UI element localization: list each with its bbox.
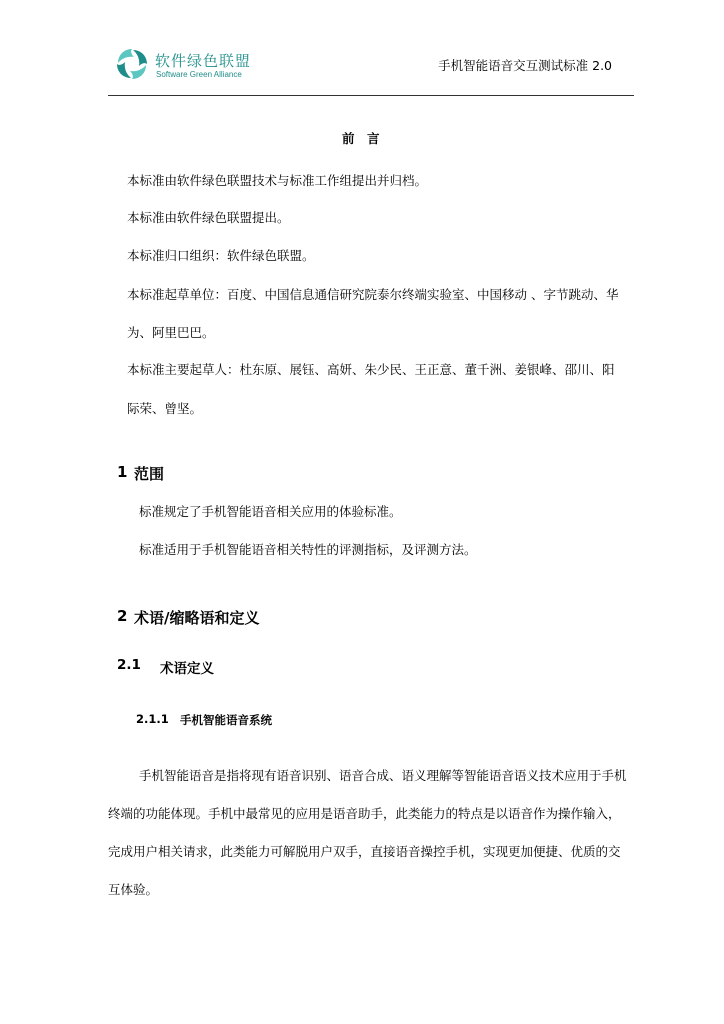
foreword-line: 本标准由软件绿色联盟提出。: [127, 210, 290, 225]
header-divider: [108, 95, 634, 96]
section-2-1-1-title: 手机智能语音系统: [180, 713, 272, 727]
foreword-line: 为、阿里巴巴。: [127, 325, 215, 340]
foreword-line: 本标准主要起草人：杜东原、展钰、高妍、朱少民、王正意、董千洲、姜银峰、邵川、阳: [127, 362, 615, 377]
section-1-number: 1: [117, 463, 128, 481]
logo-chinese-name: 软件绿色联盟: [155, 52, 252, 70]
definition-paragraph-line: 终端的功能体现。手机中最常见的应用是语音助手，此类能力的特点是以语音作为操作输入，: [108, 806, 621, 821]
foreword-line: 际荣、曾坚。: [127, 401, 203, 416]
section-2-1-1-number: 2.1.1: [136, 712, 169, 726]
definition-paragraph-line: 完成用户相关请求，此类能力可解脱用户双手，直接语音操控手机，实现更加便捷、优质的交: [108, 844, 621, 859]
section-2-1-number: 2.1: [117, 657, 141, 673]
section-1-title: 范围: [134, 465, 165, 483]
definition-paragraph-line: 手机智能语音是指将现有语音识别、语音合成、语义理解等智能语音语义技术应用于手机: [139, 768, 627, 783]
section-1-line: 标准规定了手机智能语音相关应用的体验标准。: [139, 504, 402, 519]
section-2-1-title: 术语定义: [160, 661, 214, 677]
page-header: [108, 42, 634, 98]
section-1-line: 标准适用于手机智能语音相关特性的评测指标，及评测方法。: [139, 542, 477, 557]
foreword-title: 前 言: [342, 131, 380, 146]
section-2-title: 术语/缩略语和定义: [134, 609, 260, 627]
foreword-line: 本标准归口组织：软件绿色联盟。: [127, 248, 315, 263]
alliance-logo-icon: [114, 46, 150, 82]
document-title: 手机智能语音交互测试标准 2.0: [438, 58, 612, 73]
foreword-line: 本标准起草单位：百度、中国信息通信研究院泰尔终端实验室、中国移动 、字节跳动、华: [127, 287, 619, 302]
definition-paragraph-line: 互体验。: [108, 882, 159, 897]
foreword-line: 本标准由软件绿色联盟技术与标准工作组提出并归档。: [127, 173, 428, 188]
logo-english-name: Software Green Alliance: [156, 70, 242, 79]
section-2-number: 2: [117, 607, 128, 625]
